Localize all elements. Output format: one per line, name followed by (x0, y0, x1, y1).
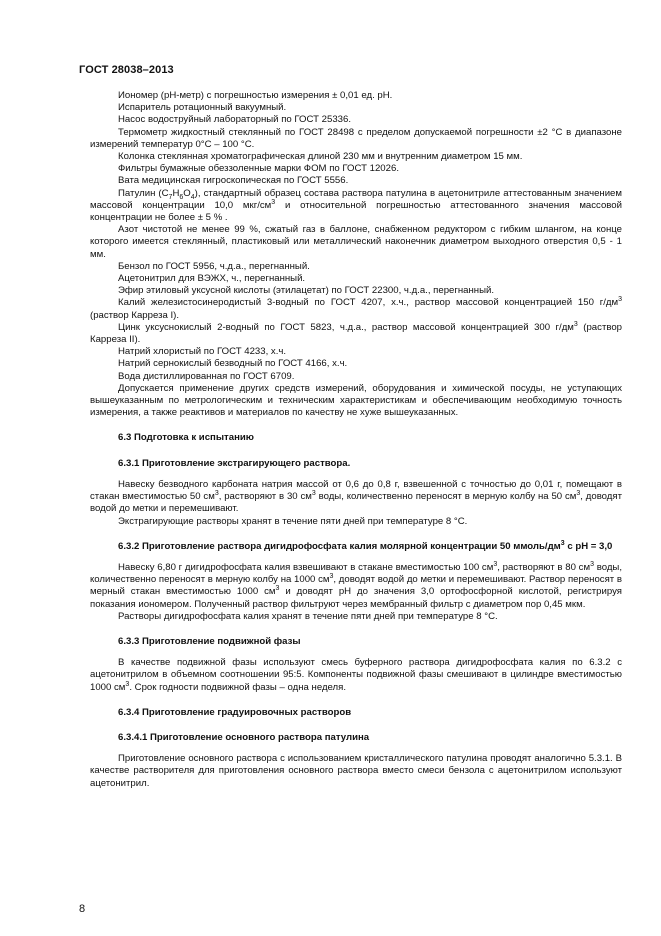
paragraph: Насос водоструйный лабораторный по ГОСТ 25336. (118, 114, 351, 126)
paragraph: Ацетонитрил для ВЭЖХ, ч., перегнанный. (118, 273, 306, 285)
section-heading: 6.3.4.1 Приготовление основного раствора патулина (118, 731, 370, 743)
paragraph: Растворы дигидрофосфата калия хранят в течение пяти дней при температуре 8 °С. (118, 610, 498, 622)
section-heading: 6.3.4 Приготовление градуировочных растворов (118, 706, 352, 718)
page-number: 8 (79, 903, 86, 915)
paragraph: Азот чистотой не менее 99 %, сжатый газ в баллоне, снабженном редуктором с гибким шлангом, на конце которого имеется стеклянный, пластиковый или металлический наконечник диаметром выходного отверстия 0,5 - 1 мм. (90, 224, 622, 260)
section-heading: 6.3.1 Приготовление экстрагирующего раствора. (118, 457, 351, 469)
paragraph: Цинк уксуснокислый 2-водный по ГОСТ 5823, ч.д.а., раствор массовой концентрацией 300 $г/дм^3$ (раствор Карреза II). (90, 320, 622, 346)
paragraph: Испаритель ротационный вакуумный. (118, 102, 287, 114)
section-heading: 6.3.3 Приготовление подвижной фазы (118, 635, 301, 647)
paragraph: Эфир этиловый уксусной кислоты (этилацетат) по ГОСТ 22300, ч.д.а., перегнанный. (118, 285, 495, 297)
paragraph: Навеску 6,80 г дигидрофосфата калия взвешивают в стакане вместимостью 100 $см^3$, растворяют в 80 $см^3$ воды, количественно переносят в мерную колбу на 1000 $см^3$, доводят водой до метки и перемешивают. Раствор переносят в мерный стакан вместимостью 1000 $см^3$ и доводят pH до значения 3,0 ортофосфорной кислотой, регистрируя показания иономером. Полученный раствор фильтруют через мембранный фильтр с диаметром пор 0,45 мкм. (90, 560, 622, 610)
section-heading: 6.3 Подготовка к испытанию (118, 432, 254, 444)
paragraph: В качестве подвижной фазы используют смесь буферного раствора дигидрофосфата калия по 6.3.2 с ацетонитрилом в объемном соотношении 95:5. Компоненты подвижной фазы смешивают в цилиндре вместимостью 1000 $см^3$. Срок годности подвижной фазы – одна неделя. (90, 657, 622, 693)
paragraph: Бензол по ГОСТ 5956, ч.д.а., перегнанный. (118, 260, 310, 272)
paragraph: Фильтры бумажные обеззоленные марки ФОМ по ГОСТ 12026. (118, 163, 399, 175)
paragraph: Допускается применение других средств измерений, оборудования и химической посуды, не уступающих вышеуказанным по метрологическим и техническим характеристикам и обеспечивающим необходимую точность измерения, а также реактивов и материалов по качеству не хуже вышеуказанных. (90, 382, 622, 419)
paragraph: Калий железистосинеродистый 3-водный по ГОСТ 4207, х.ч., раствор массовой концентрацией 150 $г/дм^3$ (раствор Карреза I). (90, 296, 622, 321)
paragraph: Колонка стеклянная хроматографическая длиной 230 мм и внутренним диаметром 15 мм. (118, 151, 523, 163)
document-header: ГОСТ 28038–2013 (79, 64, 174, 76)
paragraph: Приготовление основного раствора с использованием кристаллического патулина проводят аналогично 5.3.1. В качестве растворителя для приготовления основного раствора вместо смеси бензола с ацетонитрилом используют ацетонитрил. (90, 753, 622, 789)
paragraph: Натрий хлористый по ГОСТ 4233, х.ч. (118, 346, 287, 358)
paragraph: Навеску безводного карбоната натрия массой от 0,6 до 0,8 г, взвешенной с точностью до 0,01 г, помещают в стакан вместимостью 50 $см^3$, растворяют в 30 $см^3$ воды, количественно переносят в мерную колбу на 50 $см^3$, доводят водой до метки и перемешивают. (90, 478, 622, 515)
paragraph: Натрий сернокислый безводный по ГОСТ 4166, х.ч. (118, 358, 348, 370)
paragraph: Экстрагирующие растворы хранят в течение пяти дней при температуре 8 °С. (118, 515, 468, 527)
paragraph: Вода дистиллированная по ГОСТ 6709. (118, 370, 295, 382)
paragraph: Термометр жидкостный стеклянный по ГОСТ 28498 с пределом допускаемой погрешности ±2 °С в диапазоне измерений температур 0°С – 100 °С. (90, 126, 622, 150)
document-body (90, 90, 622, 790)
paragraph: Иономер (pH-метр) с погрешностью измерения ± 0,01 ед. pH. (118, 90, 393, 101)
section-heading: 6.3.2 Приготовление раствора дигидрофосфата калия молярной концентрации 50 ммоль/$дм^3$ с pH = 3,0 (118, 539, 613, 552)
paragraph: Вата медицинская гигроскопическая по ГОСТ 5556. (118, 175, 349, 187)
paragraph: Патулин $(C_7H_6O_4)$, стандартный образец состава раствора патулина в ацетонитриле аттестованным значением массовой концентрации 10,0 мкг/$см^3$ и относительной погрешностью аттестованного значения массовой концентрации не более ± 5 % . (90, 187, 622, 224)
